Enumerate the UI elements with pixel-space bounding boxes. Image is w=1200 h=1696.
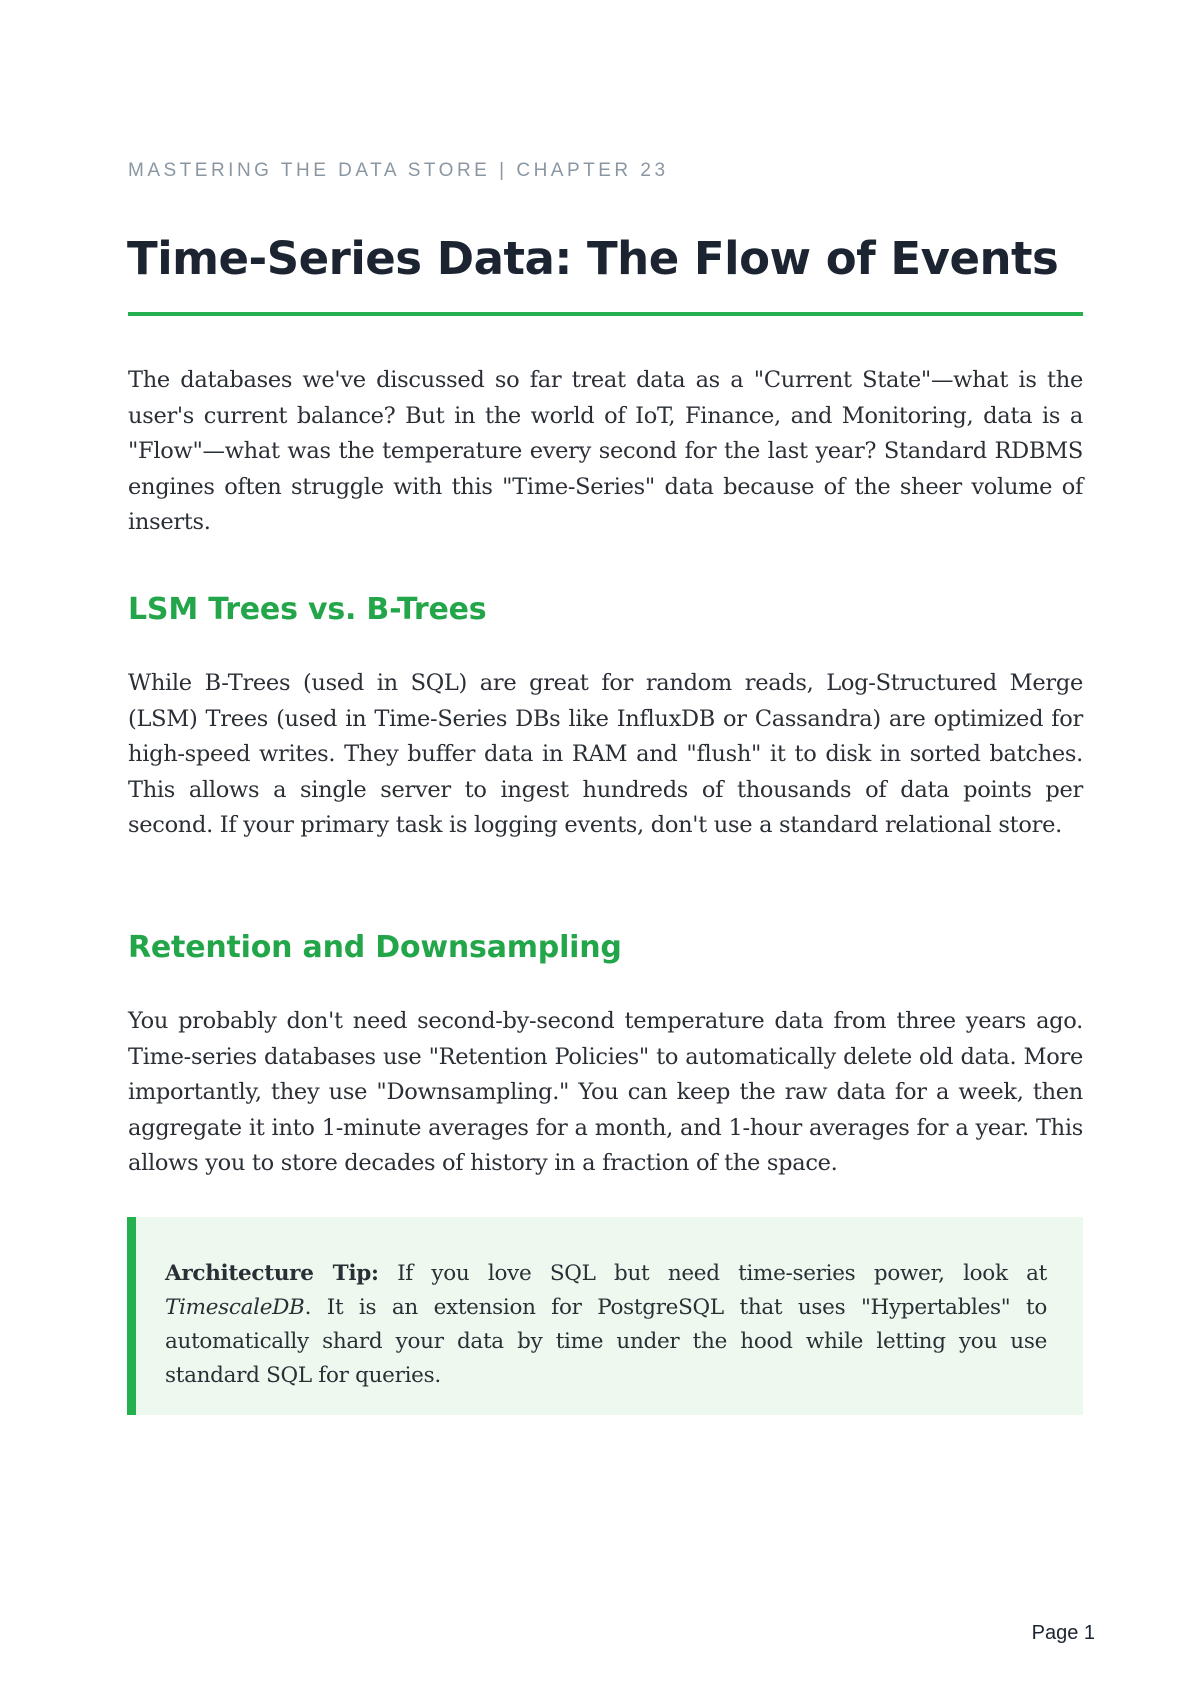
section-heading-lsm: LSM Trees vs. B-Trees [128, 592, 487, 627]
section-paragraph-retention: You probably don't need second-by-second temperature data from three years ago. Time-series databases use "Retention Policies" to automatically delete old data. More importantly, they use "Downsampling." You can keep the raw data for a week, then aggregate it into 1-minute averages for a month, and 1-hour averages for a year. This allows you to store decades of history in a fraction of the space. [128, 1008, 1083, 1176]
tip-label: Architecture Tip: [165, 1261, 379, 1286]
tip-emphasis: TimescaleDB [165, 1295, 305, 1320]
callout-accent-bar [127, 1217, 136, 1415]
title-divider [128, 312, 1083, 316]
tip-paragraph [165, 1257, 1047, 1393]
chapter-eyebrow: MASTERING THE DATA STORE | CHAPTER 23 [128, 160, 669, 181]
tip-text-before: If you love SQL but need time-series power, look at [378, 1261, 1047, 1286]
architecture-tip-callout [127, 1217, 1083, 1415]
tip-text-after: . It is an extension for PostgreSQL that uses "Hypertables" to automatically shard your data by time under the hood while letting you use standard SQL for queries. [165, 1295, 1047, 1388]
section-paragraph-lsm: While B-Trees (used in SQL) are great for random reads, Log-Structured Merge (LSM) Trees (used in Time-Series DBs like InfluxDB or Cassandra) are optimized for high-speed writes. They buffer data in RAM and "flush" it to disk in sorted batches. This allows a single server to ingest hundreds of thousands of data points per second. If your primary task is logging events, don't use a standard relational store. [128, 670, 1083, 838]
intro-paragraph: The databases we've discussed so far treat data as a "Current State"—what is the user's current balance? But in the world of IoT, Finance, and Monitoring, data is a "Flow"—what was the temperature every second for the last year? Standard RDBMS engines often struggle with this "Time-Series" data because of the sheer volume of inserts. [128, 367, 1083, 535]
page-title: Time-Series Data: The Flow of Events [127, 232, 1059, 285]
section-heading-retention: Retention and Downsampling [128, 930, 622, 965]
page-number: Page 1 [1031, 1622, 1095, 1644]
